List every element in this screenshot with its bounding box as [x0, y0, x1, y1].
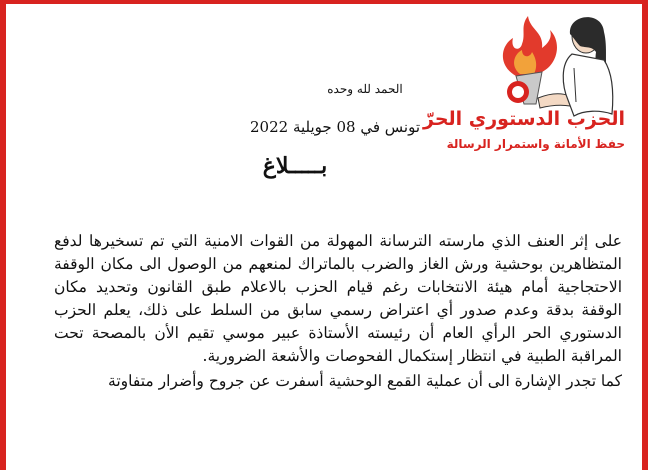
paragraph: كما تجدر الإشارة الى أن عملية القمع الوحشية أسفرت عن جروح وأضرار متفاوتة [108, 372, 622, 390]
party-slogan: حفظ الأمانة واستمرار الرسالة [446, 137, 625, 151]
party-name: الحزب الدستوري الحرّ [423, 108, 625, 130]
document-heading: بـــــلاغ [262, 153, 328, 179]
paragraph: على إثر العنف الذي مارسته الترسانة المهولة من القوات الامنية التي تم تسخيرها لدفع المتظاهرين بوحشية ورش الغاز والضرب بالماتراك لمنعهم من الوصول الى مكان الوقفة الاحتجاجية أمام هيئة الانتخابات رغم قيام الحزب بالاعلام طبق القانون وتحديد مكان الوقفة بدقة وعدم صدور أي اعتراض رسمي سابق من السلط على ذلك، يعلم الحزب الدستوري الحر الرأي العام أن رئيسته الأستاذة عبير موسي تقيم الأن بالمصحة تحت المراقبة الطبية في انتظار إستكمال الفحوصات والأشعة الضرورية. [54, 232, 622, 365]
praise-line: الحمد لله وحده [327, 82, 403, 96]
statement-body [54, 230, 622, 393]
place-date: تونس في 08 جويلية 2022 [250, 118, 420, 136]
party-logo-icon [458, 6, 626, 156]
